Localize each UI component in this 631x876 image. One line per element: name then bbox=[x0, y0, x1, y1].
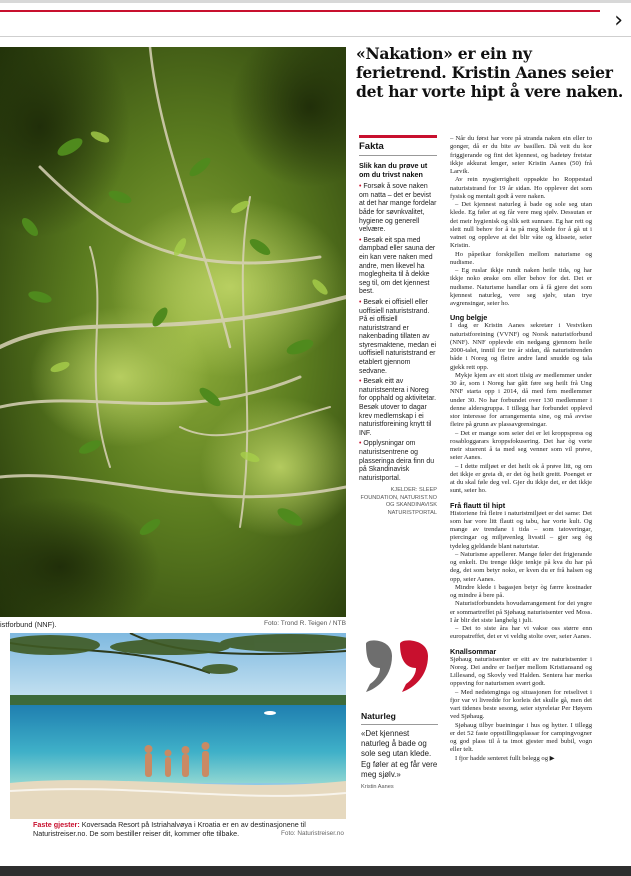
pull-quote-author: Kristin Aanes bbox=[361, 784, 394, 791]
fakta-item bbox=[359, 440, 437, 483]
article-paragraph: – I dette miljøet er det heilt ok å prøve litt, og om det ikkje er greia di, er det òg heilt greitt. Poenget er at du skal føle deg vel. Gjer du ikkje det, er det ikkje sunt, seier ho. bbox=[450, 462, 592, 495]
fakta-list bbox=[359, 183, 437, 483]
accent-rule bbox=[0, 10, 600, 12]
article-paragraph: Mindre klede i bagasjen betyr òg færre kostnader og mindre å bere på. bbox=[450, 583, 592, 599]
fakta-item bbox=[359, 378, 437, 438]
beach-photo-credit: Foto: Naturistreiser.no bbox=[281, 830, 344, 837]
fakta-item-text: Opplysningar om naturistsentrene og plasseringa deira finn du på Skandinavisk naturistportal. bbox=[359, 440, 435, 482]
article-body bbox=[450, 135, 592, 840]
fakta-subtitle: Slik kan du prøve ut om du trivst naken bbox=[359, 161, 428, 179]
fakta-box bbox=[359, 135, 437, 517]
caption-lead: Faste gjester: bbox=[33, 820, 80, 829]
article-subheading: Frå flautt til hipt bbox=[450, 500, 506, 510]
header-divider bbox=[0, 36, 631, 37]
fakta-item-text: Besøk eitt av naturistsentera i Noreg for opphald og aktivitetar. Besøk utover to dagar krev medlemskap i ei naturistforeining knytt til INF. bbox=[359, 378, 436, 437]
quote-mark-icon bbox=[362, 636, 432, 694]
pull-quote-text: «Det kjennest naturleg å bade og sole seg utan klede. Eg føler at eg får vere meg sjølv.» bbox=[361, 729, 438, 779]
top-strip bbox=[0, 0, 631, 3]
article-paragraph: – Med nedstenginga og situasjonen for reiselivet i fjor var vi livredde for korleis det skulle gå, men det vart tidenes beste sesong, seier styreleiar Per Høyem ved Sjøhaug. bbox=[450, 688, 592, 721]
article-paragraph: – Eg ruslar ikkje rundt naken heile tida, og har ikkje noko ønske om eller behov for det. Det er nudisme. Naturisme handlar om å få gjere det som kjennest naturleg, vere seg sjølv, utan trye avgrensingar, seier ho. bbox=[450, 267, 592, 307]
article-paragraph: I dag er Kristin Aanes sekretær i Vestviken naturistforeining (VVNF) og Norsk naturistforbund (NNF). NNF opplevde ein nedgang gjennom heile 2000-talet, inntil for tre år sidan, då naturisttrenden både i Noreg og fleire andre land snudde og tala gjekk rett opp. bbox=[450, 322, 592, 371]
fakta-item bbox=[359, 183, 437, 235]
article-paragraph: Historiene frå fleire i naturistmiljøet er dei same: Det som har vore litt flautt og tabu, har vorte kult. Og mange av trendane i tida – som tatoveringar, piercingar og miljøvenleg livsstil – gjer seg òg tydeleg gjeldande blant naturistar. bbox=[450, 509, 592, 550]
article-paragraph: Ho påpeikar forskjellen mellom naturisme og nudisme. bbox=[450, 250, 592, 266]
photo-credit: Foto: Trond R. Teigen / NTB bbox=[264, 620, 346, 627]
article-paragraph: Naturistforbundets hovudarrangement for dei yngre er sommartreffet på Sjøhaug naturistsenter ved Moss. I år blir det siste langhelg i juli. bbox=[450, 600, 592, 624]
bottom-bar bbox=[0, 866, 631, 876]
bullet-icon: • bbox=[359, 298, 364, 306]
caption-text: Koversada Resort på Istriahalvøya i Kroatia er en av destinasjonene til Naturistreiser.no. De som bestiller reiser dit, kommer ofte tilbake. bbox=[33, 820, 306, 839]
pull-quote-title: Naturleg bbox=[361, 711, 438, 725]
fakta-item-text: Forsøk å sove naken om natta – det er bevist at det har mange fordelar både for søvnkvalitet, hygiene og generell velvære. bbox=[359, 183, 437, 234]
article-subheading: Ung belgje bbox=[450, 313, 488, 323]
article-paragraph: – Det kjennest naturleg å bade og sole seg utan klede. Eg føler at eg får vere meg sjølv. Dessutan er det meir hygienisk og slik sett sunnare. Eg har rett og slett null behov for å ta på meg klede for å gå ut i vatnet og oppleve at dei blir våte og klissete, seier Kristin. bbox=[450, 201, 592, 250]
article-paragraph: – Naturisme appellerer. Mange føler det frigjerande og enkelt. Du trenge ikkje tenkje på kva du har på deg, det som betyr noko, er kven du er frå halsen og opp, seier Aanes. bbox=[450, 550, 592, 583]
article-paragraph: – Det er mange som seier dei er lei kroppspress og rosabloggarars kroppsfokusering. Det har òg vorte meir stuerent å ta med seg venner som vil prøve, seier Aanes. bbox=[450, 429, 592, 462]
chevron-right-icon[interactable]: › bbox=[614, 8, 623, 33]
fakta-item bbox=[359, 299, 437, 376]
fakta-item-text: Besøk ei offisiell eller uoffisiell naturiststrand. På ei offisiell naturiststrand er nakenbading tillaten av styresmaktene, medan ei uoffisiell naturiststrand er etablert gjennom sedvane. bbox=[359, 298, 436, 375]
article-paragraph: – Når du først har vore på stranda naken ein eller to gonger, då er du bite av basillen. Då veit du kor friggjerande og fint det kjennest, og badetøy freistar ikkje akkurat lenger, seier Kristin Aanes (50) frå Larvik. bbox=[450, 135, 592, 175]
fakta-item bbox=[359, 237, 437, 297]
article-paragraph: Sjøhaug tilbyr bueiningar i hus og hytter. I tillegg er det 52 faste oppstillingsplassar for campingvogner og god plass til å ta imot gjester med bubil, vogn eller telt. bbox=[450, 721, 592, 754]
article-paragraph: Mykje kjem av eit stort tilsig av medlemmer under 30 år, som i Noreg har gått føre seg heilt frå Ung NNF starta opp i 2014, då med fem medlemmer under 30. No har forbundet over 130 medlemmer i denne aldersgruppa. I tillegg har forbundet opplevd stor interesse for arrangementa sine, og må avvise fleire på grunn av plassavgrensingar. bbox=[450, 371, 592, 429]
article-paragraph: Sjøhaug naturistsenter er eitt av tre naturistsenter i Noreg. Dei andre er Isefjær mellom Kristiansand og Lillesand, og Skovly ved Halden. Sentera har merka oppsving for naturismen svært godt. bbox=[450, 655, 592, 688]
pull-quote bbox=[361, 711, 438, 790]
fakta-accent-rule bbox=[359, 135, 437, 138]
bullet-icon: • bbox=[359, 378, 364, 386]
article-subheading: Knallsommar bbox=[450, 646, 497, 656]
bullet-icon: • bbox=[359, 440, 364, 448]
fakta-title: Fakta bbox=[359, 141, 437, 156]
photo-caption: istforbund (NNF). bbox=[0, 620, 57, 629]
article-paragraph: I fjor hadde senteret fullt belegg og ▶ bbox=[455, 754, 555, 762]
article-paragraph: – Dei to siste åra har vi vakse oss større enn europatreffet, det er vi veldig stolte over, seier Aanes. bbox=[450, 625, 592, 641]
bullet-icon: • bbox=[359, 236, 364, 244]
bullet-icon: • bbox=[359, 183, 364, 191]
beach-photo bbox=[10, 633, 346, 819]
fakta-source: KJELDER: SLEEP FOUNDATION, NATURIST.NO OG SKANDINAVISK NATURISTPORTAL bbox=[360, 487, 437, 516]
tree-branches-photo bbox=[0, 47, 346, 617]
article-headline: «Nakation» er ein ny ferietrend. Kristin Aanes seier det har vorte hipt å vere naken. bbox=[356, 44, 623, 102]
fakta-item-text: Besøk eit spa med dampbad eller sauna der ein kan vere naken med andre, men likevel ha moglegheita til å dekke seg til, om det kjennest best. bbox=[359, 236, 436, 296]
article-paragraph: Av rein nysgjerrigheit oppsøkte ho Roppestad naturiststrand for 19 år sidan. Ho opplever det som fysisk og mentalt godt å vere naken. bbox=[450, 176, 592, 200]
